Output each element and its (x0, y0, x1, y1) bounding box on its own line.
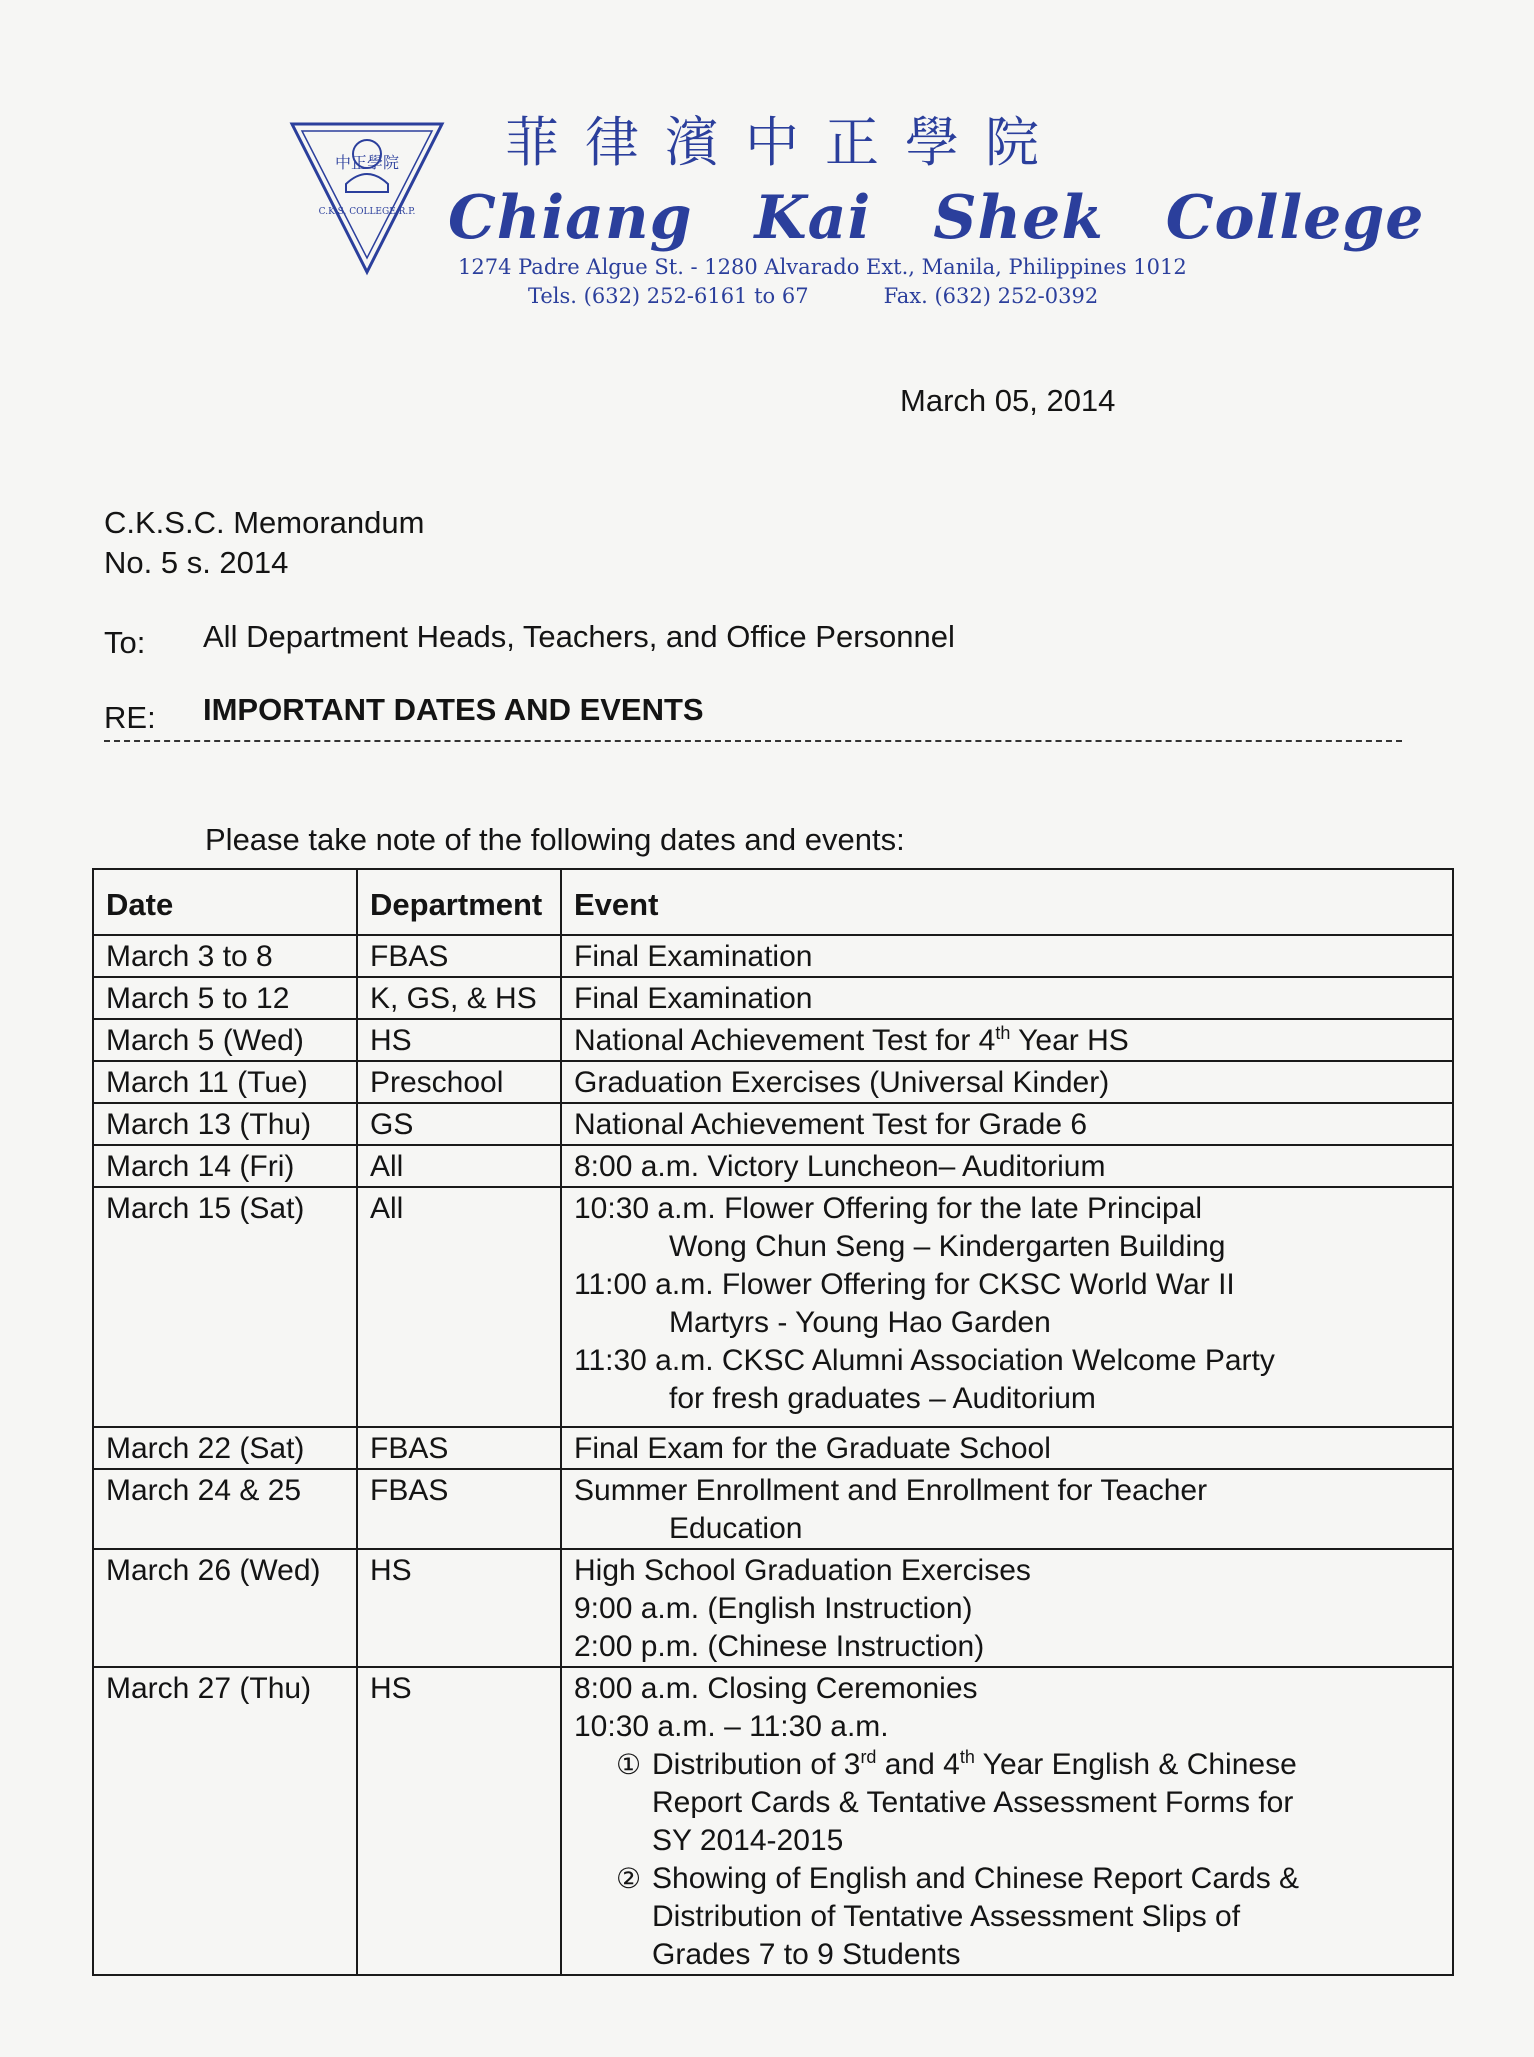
list-item: ① Distribution of 3rd and 4th Year English & Chinese Report Cards & Tentative Assessment Forms for SY 2014-2015 (616, 1747, 1297, 1857)
event-cell: High School Graduation Exercises 9:00 a.m. (English Instruction) 2:00 p.m. (Chinese Instruction) (561, 1549, 1453, 1667)
table-row (93, 1061, 1453, 1103)
intro-text: Please take note of the following dates and events: (205, 822, 905, 857)
date-cell: March 5 (Wed) (93, 1019, 357, 1061)
event-cell: National Achievement Test for Grade 6 (561, 1103, 1453, 1145)
date-cell: March 24 & 25 (93, 1469, 357, 1549)
department-cell: HS (357, 1549, 561, 1667)
table-row (93, 1019, 1453, 1061)
college-english-name: Chiang Kai Shek College (448, 183, 1425, 253)
event-cell: 8:00 a.m. Victory Luncheon– Auditorium (561, 1145, 1453, 1187)
table-row (93, 935, 1453, 977)
table-row (93, 1549, 1453, 1667)
date-cell: March 11 (Tue) (93, 1061, 357, 1103)
college-address: 1274 Padre Algue St. - 1280 Alvarado Ext., Manila, Philippines 1012 (458, 255, 1187, 279)
event-cell: National Achievement Test for 4th Year HS (561, 1019, 1453, 1061)
re-label: RE: (104, 700, 156, 735)
list-item: ② Showing of English and Chinese Report Cards & Distribution of Tentative Assessment Slips of Grades 7 to 9 Students (616, 1862, 1300, 1971)
department-cell: K, GS, & HS (357, 977, 561, 1019)
to-label: To: (104, 625, 146, 660)
table-row (93, 1187, 1453, 1427)
department-cell: Preschool (357, 1061, 561, 1103)
department-cell: FBAS (357, 1427, 561, 1469)
header-department: Department (357, 869, 561, 935)
event-cell: Final Examination (561, 935, 1453, 977)
table-row (93, 1145, 1453, 1187)
events-table (92, 868, 1454, 1976)
college-logo (288, 118, 446, 278)
college-chinese-name: 菲律濱中正學院 (505, 111, 1065, 174)
separator-line (104, 740, 1402, 742)
event-cell: Graduation Exercises (Universal Kinder) (561, 1061, 1453, 1103)
date-cell: March 5 to 12 (93, 977, 357, 1019)
college-contact (528, 284, 1099, 308)
logo-bottom-text: C.K.S. COLLEGE R.P. (318, 207, 416, 217)
table-row (93, 1469, 1453, 1549)
event-cell: Final Examination (561, 977, 1453, 1019)
department-cell: All (357, 1187, 561, 1427)
department-cell: All (357, 1145, 561, 1187)
college-tels: Tels. (632) 252-6161 to 67 (528, 284, 809, 308)
memo-title: C.K.S.C. Memorandum (104, 505, 425, 540)
date-cell: March 22 (Sat) (93, 1427, 357, 1469)
table-header-row (93, 869, 1453, 935)
date-cell: March 3 to 8 (93, 935, 357, 977)
to-value: All Department Heads, Teachers, and Office Personnel (203, 619, 955, 654)
date-cell: March 14 (Fri) (93, 1145, 357, 1187)
table-row (93, 1427, 1453, 1469)
department-cell: FBAS (357, 1469, 561, 1549)
memo-date: March 05, 2014 (900, 383, 1116, 418)
header-event: Event (561, 869, 1453, 935)
department-cell: HS (357, 1667, 561, 1975)
logo-top-text: 中正學院 (334, 153, 400, 172)
table-row (93, 1667, 1453, 1975)
table-row (93, 977, 1453, 1019)
date-cell: March 26 (Wed) (93, 1549, 357, 1667)
date-cell: March 27 (Thu) (93, 1667, 357, 1975)
date-cell: March 13 (Thu) (93, 1103, 357, 1145)
college-fax: Fax. (632) 252-0392 (883, 284, 1099, 308)
memo-number: No. 5 s. 2014 (104, 545, 289, 580)
event-cell: Summer Enrollment and Enrollment for Teacher Education (561, 1469, 1453, 1549)
table-row (93, 1103, 1453, 1145)
event-cell: Final Exam for the Graduate School (561, 1427, 1453, 1469)
department-cell: GS (357, 1103, 561, 1145)
department-cell: HS (357, 1019, 561, 1061)
event-cell: 8:00 a.m. Closing Ceremonies 10:30 a.m. – 11:30 a.m. ① Distribution of 3rd and 4th Year English & Chinese Report Cards & Tentative Assessment Forms for SY 2014-2015 ② Showing of English and Chinese Report Cards & Distribution of Tentative Assessment Slips of Grades 7 to 9 Students (561, 1667, 1453, 1975)
event-cell: 10:30 a.m. Flower Offering for the late Principal Wong Chun Seng – Kindergarten Building 11:00 a.m. Flower Offering for CKSC World War II Martyrs - Young Hao Garden 11:30 a.m. CKSC Alumni Association Welcome Party for fresh graduates – Auditorium (561, 1187, 1453, 1427)
header-date: Date (93, 869, 357, 935)
re-value: IMPORTANT DATES AND EVENTS (203, 692, 704, 727)
date-cell: March 15 (Sat) (93, 1187, 357, 1427)
department-cell: FBAS (357, 935, 561, 977)
